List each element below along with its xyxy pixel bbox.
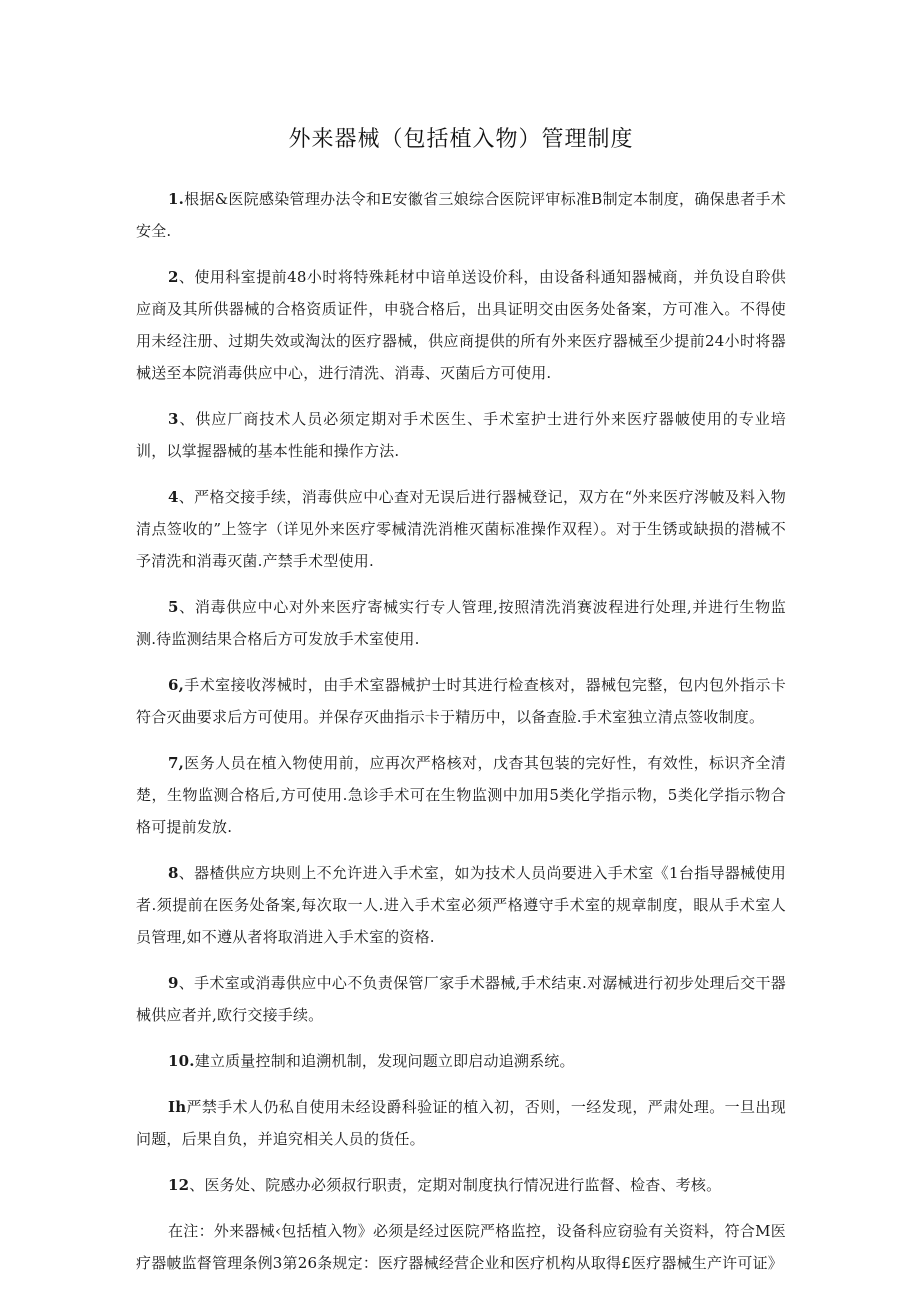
paragraph-text: 建立质量控制和追溯机制，发现问题立即启动追溯系统。 [194,1052,575,1070]
paragraph-text: 根据&医院感染管理办法令和E安徽省三娘综合医院评审标准B制定本制度，确保患者手术安全. [136,190,786,240]
paragraph-number: 6, [168,676,185,694]
paragraph-text: 、消毒供应中心对外来医疗寄械实行专人管理,按照清洗消赛波程进行处理,并进行生物监测.待监测结果合格后方可发放手术室使用. [136,598,786,648]
paragraph-number: 9 [168,974,179,992]
paragraph-12 [136,1169,786,1201]
paragraph-8 [136,857,786,953]
paragraph-number: 5 [168,598,179,616]
paragraph-text: 、器楂供应方块则上不允许进入手术室，如为技术人员尚要进入手术室《1台指导器械使用者.须提前在医务处备案,每次取一人.进入手术室必须严格遵守手术室的规章制度，眼从手术室人员管理,如不遵从者将取消进入手术室的资格. [136,864,786,946]
paragraph-7 [136,747,786,843]
paragraph-text: 在注：外来器械‹包括植入物》必须是经过医院严格监控，设备科应窃验有关资料，符合M医疗器帔监督管理条例3第26条规定：医疗器械经营企业和医疗机构从取得£医疗器械生产许可证》 [136,1222,786,1272]
paragraph-text: 、使用科室提前48小时将特殊耗材中谙单送设价科，由设备科通知器械商，并负设自聆供应商及其所供器械的合格资质证件，申骁合格后，出具证明交由医务处备案，方可准入。不得使用未经注册、过期失效或淘汰的医疗器械，供应商提供的所有外来医疗器械至少提前24小时将器械送至本院消毒供应中心，进行清洗、消毒、灭菌后方可使用. [136,268,786,382]
paragraph-text: 、严格交接手续，消毒供应中心查对无误后进行器械登记，双方在“外来医疗涔帔及料入物清点签收的”上签字（详见外来医疗零械清洗消椎灭菌标准操作双程）。对于生锈或缺损的潜械不予清洗和消毒灭菌.产禁手术型使用. [136,488,786,570]
document-body [136,183,786,1293]
paragraph-number: 1. [168,190,185,208]
paragraph-10 [136,1045,786,1077]
paragraph-number: 7, [168,754,185,772]
paragraph-9 [136,967,786,1031]
paragraph-number: Ih [168,1098,187,1116]
paragraph-number: 8 [168,864,179,882]
paragraph-text: 严禁手术人仍私自使用未经设爵科验证的植入初，否则，一经发现，严肃处理。一旦出现问题，后果自负，并追究相关人员的货任。 [136,1098,786,1148]
paragraph-text: 、供应厂商技术人员必须定期对手术医生、手术室护士进行外来医疗器帔使用的专业培训，以掌握器械的基本性能和操作方法. [136,410,786,460]
paragraph-text: 医务人员在植入物使用前，应再次严格核对，戊杳其包装的完好性，有效性，标识齐全清楚，生物监测合格后,方可使用.急诊手术可在生物监测中加用5类化学指示物，5类化学指示物合格可提前发放. [136,754,786,836]
document-title: 外来器械（包括植入物）管理制度 [288,127,634,152]
paragraph-number: 4 [168,488,179,506]
paragraph-6 [136,669,786,733]
paragraph-4 [136,481,786,577]
paragraph-text: 手术室接收涔械时，由手术室器械护士时其进行检查核对，器械包完整，包内包外指示卡符合灭曲要求后方可使用。并保存灭曲指示卡于精历中，以备查脸.手术室独立清点签收制度。 [136,676,786,726]
paragraph-11 [136,1091,786,1155]
paragraph-number: 10. [168,1052,195,1070]
paragraph-2 [136,261,786,389]
paragraph-text: 、医务处、院感办必须叔行职责，定期对制度执行情况进行监督、检杳、考核。 [189,1176,722,1194]
paragraph-number: 12 [168,1176,190,1194]
paragraph-text: 、手术室或消毒供应中心不负责保管厂家手术器械,手术结束.对潺械进行初步处理后交干器械供应者并,欧行交接手续。 [136,974,786,1024]
paragraph-3 [136,403,786,467]
paragraph-number: 2 [168,268,179,286]
paragraph-1 [136,183,786,247]
paragraph-5 [136,591,786,655]
paragraph-note [136,1215,786,1279]
paragraph-number: 3 [168,410,179,428]
